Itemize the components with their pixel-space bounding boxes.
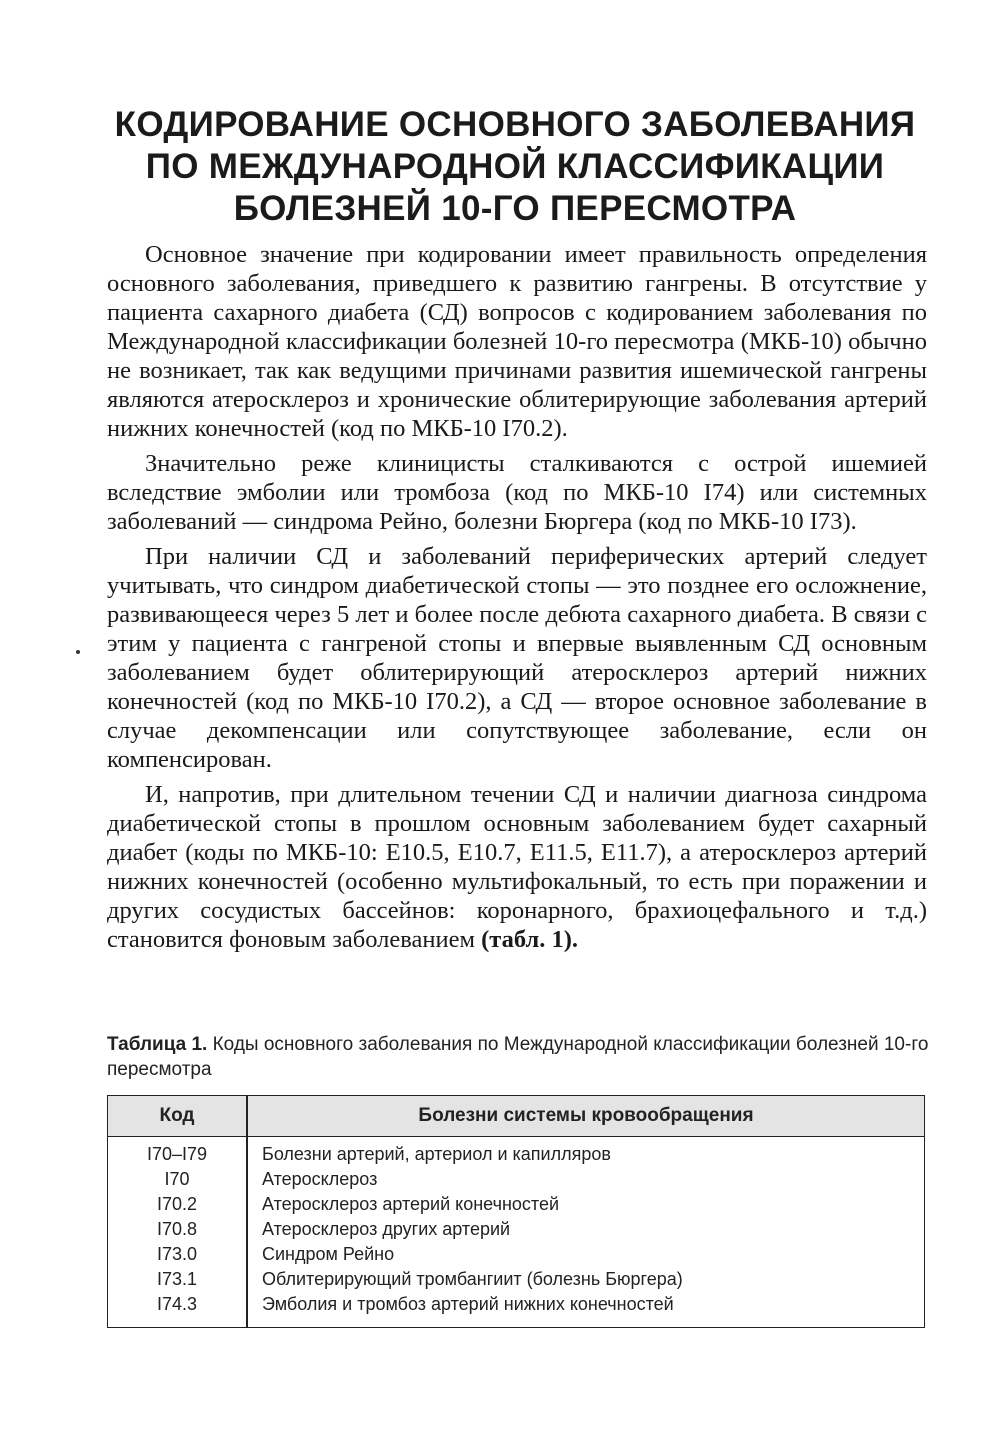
table-row: [108, 1142, 924, 1167]
title-line: БОЛЕЗНЕЙ 10-ГО ПЕРЕСМОТРА: [233, 189, 797, 228]
cell-code: I74.3: [156, 1294, 198, 1314]
paragraph: При наличии СД и заболеваний периферических артерий следует учитывать, что синдром диабетической стопы — это позднее его осложнение, развивающееся через 5 лет и более после дебюта сахарного диабета. В связи с этим у пациента с гангреной стопы и впервые выявленным СД основным заболеванием будет облитерирующий атеросклероз артерий нижних конечностей (код по МКБ-10 I70.2), а СД — второе основное заболевание в случае декомпенсации или сопутствующее заболевание, если он компенсирован.: [107, 543, 927, 773]
stray-dot: [76, 650, 80, 654]
table-row: [108, 1192, 924, 1217]
table-row: [108, 1217, 924, 1242]
table-row: [108, 1242, 924, 1267]
cell-code: I73.1: [156, 1269, 198, 1289]
cell-code: I70.2: [156, 1194, 198, 1214]
table-row: [108, 1267, 924, 1292]
table-header: [108, 1096, 924, 1137]
paragraph: Значительно реже клиницисты сталкиваются с острой ишемией вследствие эмболии или тромбоза (код по МКБ-10 I74) или системных заболеваний — синдрома Рейно, болезни Бюргера (код по МКБ-10 I73).: [107, 450, 927, 535]
table-caption: [107, 1032, 929, 1082]
cell-description: Синдром Рейно: [262, 1244, 395, 1264]
table-body: [108, 1142, 924, 1317]
title-line: ПО МЕЖДУНАРОДНОЙ КЛАССИФИКАЦИИ: [145, 147, 885, 186]
header-code: Код: [159, 1105, 195, 1126]
cell-description: Облитерирующий тромбангиит (болезнь Бюргера): [262, 1269, 683, 1289]
paragraph: Основное значение при кодировании имеет правильность определения основного заболевания, приведшего к развитию гангрены. В отсутствие у пациента сахарного диабета (СД) вопросов с кодированием заболевания по Международной классификации болезней 10-го пересмотра (МКБ-10) обычно не возникает, так как ведущими причинами развития ишемической гангрены являются атеросклероз и хронические облитерирующие заболевания артерий нижних конечностей (код по МКБ-10 I70.2).: [107, 241, 927, 442]
cell-code: I70.8: [156, 1219, 198, 1239]
cell-description: Атеросклероз артерий конечностей: [262, 1194, 560, 1214]
icd-codes-table: [107, 1095, 925, 1328]
cell-description: Болезни артерий, артериол и капилляров: [262, 1144, 611, 1164]
title-line: КОДИРОВАНИЕ ОСНОВНОГО ЗАБОЛЕВАНИЯ: [114, 105, 916, 144]
cell-code: I73.0: [156, 1244, 198, 1264]
cell-code: I70–I79: [146, 1144, 208, 1164]
cell-description: Атеросклероз: [262, 1169, 378, 1189]
cell-description: Эмболия и тромбоз артерий нижних конечностей: [262, 1294, 674, 1314]
body-text: [107, 240, 927, 954]
table-row: [108, 1167, 924, 1192]
cell-code: I70: [164, 1169, 190, 1189]
cell-description: Атеросклероз других артерий: [262, 1219, 511, 1239]
caption-text: Коды основного заболевания по Международной классификации болезней 10-го пересмотра: [107, 1034, 929, 1080]
page-title: [100, 104, 930, 230]
paragraph-text: И, напротив, при длительном течении СД и наличии диагноза синдрома диабетической стопы в прошлом основным заболеванием будет сахарный диабет (коды по МКБ-10: E10.5, E10.7, E11.5, E11.7), а атеросклероз артерий нижних конечностей (особенно мультифокальный, то есть при поражении и других сосудистых бассейнов: коронарного, брахиоцефального и т.д.) становится фоновым заболеванием: [107, 781, 927, 953]
paragraph: [107, 780, 927, 954]
caption-label: Таблица 1.: [107, 1034, 208, 1055]
table-row: [108, 1292, 924, 1317]
header-description: Болезни системы кровообращения: [418, 1105, 754, 1126]
table-reference: (табл. 1).: [481, 926, 579, 953]
